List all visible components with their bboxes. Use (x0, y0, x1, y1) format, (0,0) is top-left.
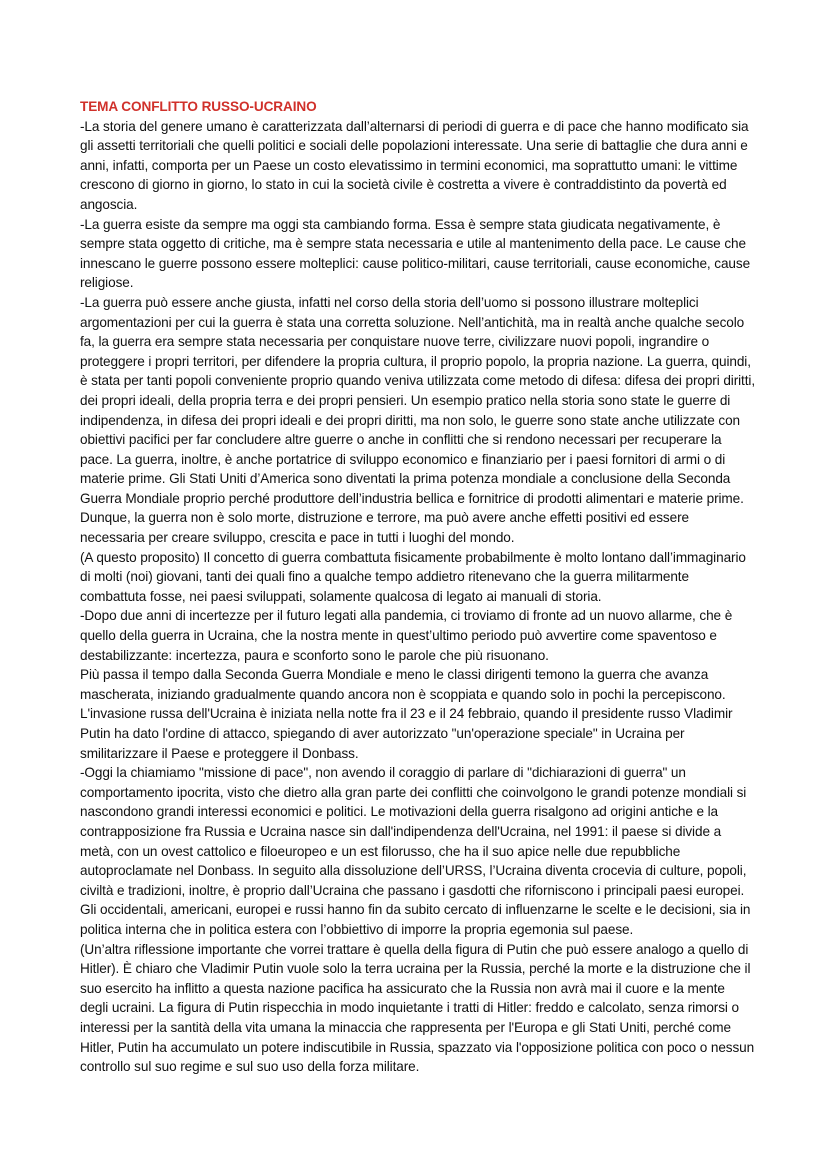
paragraph-1: -La storia del genere umano è caratterizzata dall’alternarsi di periodi di guerra e di pace che hanno modificato sia gli assetti territoriali che quelli politici e sociali delle popolazioni interessate. Una serie di battaglie che dura anni e anni, infatti, comporta per un Paese un costo elevatissimo in termini economici, ma soprattutto umani: le vittime crescono di giorno in giorno, lo stato in cui la società civile è costretta a vivere è contraddistinto da povertà ed angoscia. (80, 118, 749, 212)
paragraph-8: (Un’altra riflessione importante che vorrei trattare è quella della figura di Putin che può essere analogo a quello di Hitler). È chiaro che Vladimir Putin vuole solo la terra ucraina per la Russia, perché la morte e la distruzione che il suo esercito ha inflitto a questa nazione pacifica ha assicurato che la Russia non avrà mai il cuore e la mente degli ucraini. La figura di Putin rispecchia in modo inquietante i tratti di Hitler: freddo e calcolato, senza rimorsi o interessi per la santità della vita umana la minaccia che rappresenta per l'Europa e gli Stati Uniti, perché come Hitler, Putin ha accumulato un potere indiscutibile in Russia, spazzato via l'opposizione politica con poco o nessun controllo sul suo regime e sul suo uso della forza militare. (80, 941, 755, 1075)
paragraph-4: (A questo proposito) Il concetto di guerra combattuta fisicamente probabilmente è molto lontano dall’immaginario di molti (noi) giovani, tanti dei quali fino a qualche tempo addietro ritenevano che la guerra militarmente combattuta fosse, nei paesi sviluppati, solamente qualcosa di legato ai manuali di storia. (80, 549, 746, 604)
paragraph-3: -La guerra può essere anche giusta, infatti nel corso della storia dell’uomo si possono illustrare molteplici argomentazioni per cui la guerra è stata una corretta soluzione. Nell’antichità, ma in realtà anche qualche secolo fa, la guerra era sempre stata necessaria per conquistare nuove terre, civilizzare nuovi popoli, ingrandire o proteggere i propri territori, per difendere la propria cultura, il proprio popolo, la propria nazione. La guerra, quindi, è stata per tanti popoli conveniente proprio quando veniva utilizzata come metodo di difesa: difesa dei propri diritti, dei propri ideali, della propria terra e dei propri pensieri. Un esempio pratico nella storia sono state le guerre di indipendenza, in difesa dei propri ideali e dei propri diritti, ma non solo, le guerre sono state anche utilizzate con obiettivi pacifici per far concludere altre guerre o anche in conflitti che si rendono necessari per recuperare la pace. La guerra, inoltre, è anche portatrice di sviluppo economico e finanziario per i paesi fornitori di armi o di materie prime. Gli Stati Uniti d’America sono diventati la prima potenza mondiale a conclusione della Seconda Guerra Mondiale proprio perché produttore dell’industria bellica e fornitrice di prodotti alimentari e materie prime. Dunque, la guerra non è solo morte, distruzione e terrore, ma può avere anche effetti positivi ed essere necessaria per creare sviluppo, crescita e pace in tutti i luoghi del mondo. (80, 294, 755, 546)
document-page (80, 97, 756, 1077)
paragraph-6: Più passa il tempo dalla Seconda Guerra Mondiale e meno le classi dirigenti temono la guerra che avanza mascherata, iniziando gradualmente quando ancora non è scoppiata e quando solo in pochi la percepiscono. L'invasione russa dell'Ucraina è iniziata nella notte fra il 23 e il 24 febbraio, quando il presidente russo Vladimir Putin ha dato l'ordine di attacco, spiegando di aver autorizzato "un'operazione speciale" in Ucraina per smilitarizzare il Paese e proteggere il Donbass. (80, 667, 733, 761)
paragraph-5: -Dopo due anni di incertezze per il futuro legati alla pandemia, ci troviamo di fronte ad un nuovo allarme, che è quello della guerra in Ucraina, che la nostra mente in quest’ultimo periodo può avvertire come spaventoso e destabilizzante: incertezza, paura e sconforto sono le parole che più risuonano. (80, 608, 733, 663)
paragraph-7: -Oggi la chiamiamo "missione di pace", non avendo il coraggio di parlare di "dichiarazioni di guerra" un comportamento ipocrita, visto che dietro alla gran parte dei conflitti che coinvolgono le grandi potenze mondiali si nascondono grandi interessi economici e politici. Le motivazioni della guerra risalgono ad origini antiche e la contrapposizione fra Russia e Ucraina nasce sin dall'indipendenza dell'Ucraina, nel 1991: il paese si divide a metà, con un ovest cattolico e filoeuropeo e un est filorusso, che ha il suo apice nelle due repubbliche autoproclamate nel Donbass. In seguito alla dissoluzione dell’URSS, l’Ucraina diventa crocevia di culture, popoli, civiltà e tradizioni, inoltre, è proprio dall’Ucraina che passano i gasdotti che riforniscono i principali paesi europei. Gli occidentali, americani, europei e russi hanno fin da subito cercato di influenzarne le scelte e le decisioni, sia in politica interna che in politica estera con l’obbiettivo di imporre la propria egemonia sul paese. (80, 765, 751, 937)
document-title: TEMA CONFLITTO RUSSO-UCRAINO (80, 99, 317, 114)
paragraph-2: -La guerra esiste da sempre ma oggi sta cambiando forma. Essa è sempre stata giudicata negativamente, è sempre stata oggetto di critiche, ma è sempre stata necessaria e utile al mantenimento della pace. Le cause che innescano le guerre possono essere molteplici: cause politico-militari, cause territoriali, cause economiche, cause religiose. (80, 216, 751, 291)
